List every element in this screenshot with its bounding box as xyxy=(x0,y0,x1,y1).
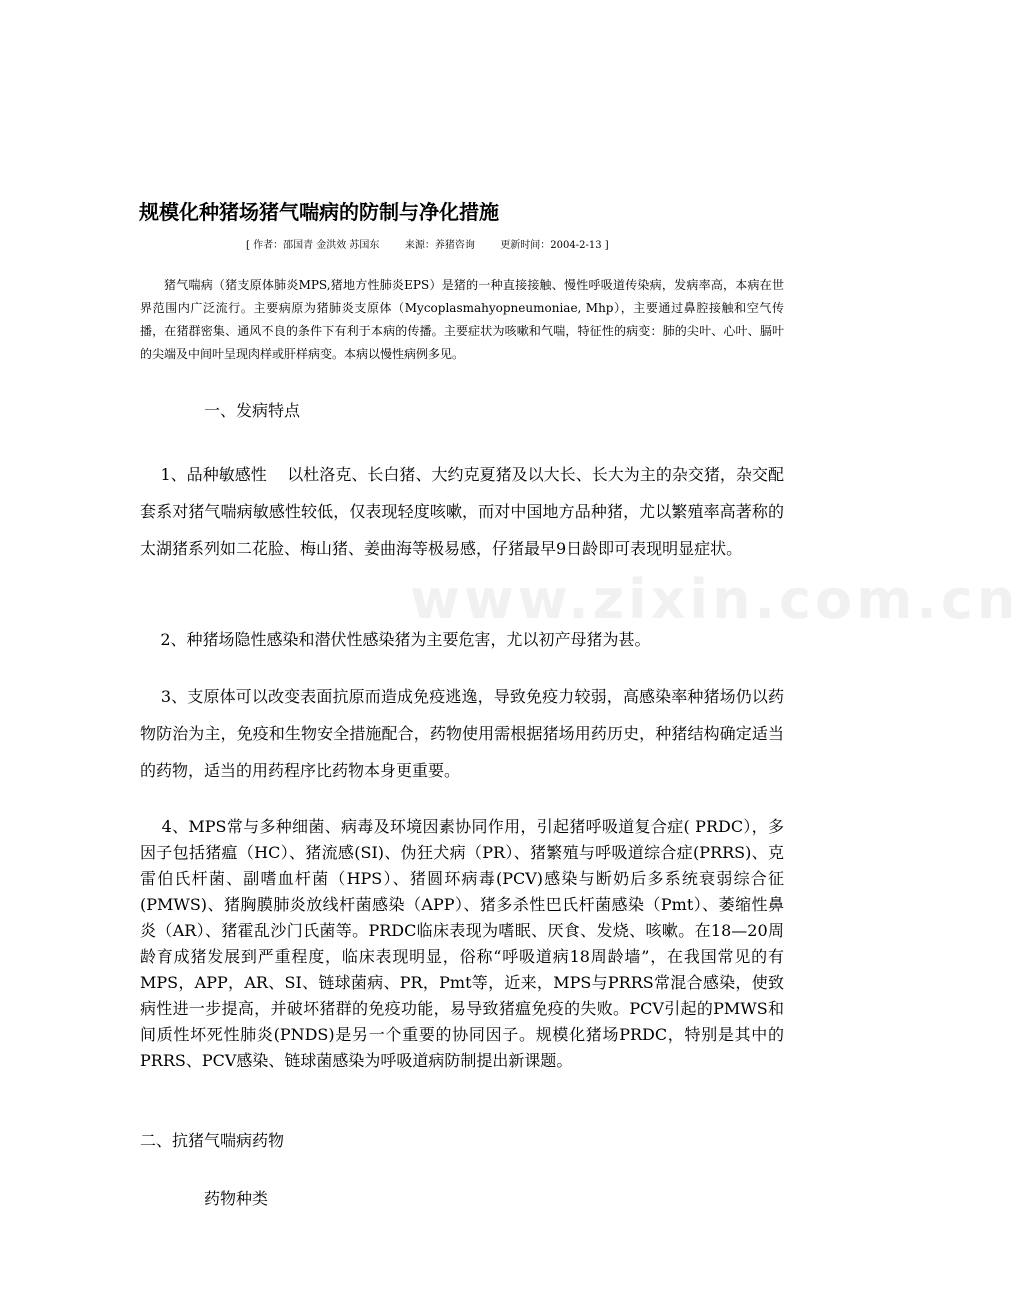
section-heading-1: 一、发病特点 xyxy=(204,401,301,420)
paragraph-2: 2、种猪场隐性感染和潜伏性感染猪为主要危害，尤以初产母猪为甚。 xyxy=(140,630,651,649)
article-meta: [ 作者：邵国青 金洪效 苏国东 来源：养猪咨询 更新时间：2004-2-13 ] xyxy=(246,240,609,251)
section-heading-2: 二、抗猪气喘病药物 xyxy=(140,1131,285,1150)
paragraph-4: 4、MPS常与多种细菌、病毒及环境因素协同作用，引起猪呼吸道复合症( PRDC），多因子包括猪瘟（HC）、猪流感(SI)、伪狂犬病（PR）、猪繁殖与呼吸道综合症(PRRS)、克雷伯氏杆菌、副嗜血杆菌（HPS）、猪圆环病毒(PCV)感染与断奶后多系统衰弱综合征(PMWS)、猪胸膜肺炎放线杆菌感染（APP）、猪多杀性巴氏杆菌感染（Pmt）、萎缩性鼻炎（AR）、猪霍乱沙门氏菌等。PRDC临床表现为嗜眠、厌食、发烧、咳嗽。在18—20周龄育成猪发展到严重程度，临床表现明显，俗称“呼吸道病18周龄墙”，在我国常见的有MPS，APP，AR、SI、链球菌病、PR，Pmt等，近来，MPS与PRRS常混合感染，使致病性进一步提高，并破坏猪群的免疫功能，易导致猪瘟免疫的失败。PCV引起的PMWS和间质性坏死性肺炎(PNDS)是另一个重要的协同因子。规模化猪场PRDC，特别是其中的PRRS、PCV感染、链球菌感染为呼吸道病防制提出新课题。 xyxy=(140,817,784,1070)
paragraph-3: 3、支原体可以改变表面抗原而造成免疫逃逸，导致免疫力较弱，高感染率种猪场仍以药物防治为主，免疫和生物安全措施配合，药物使用需根据猪场用药历史，种猪结构确定适当的药物，适当的用药程序比药物本身更重要。 xyxy=(140,687,785,780)
intro-paragraph: 猪气喘病（猪支原体肺炎MPS,猪地方性肺炎EPS）是猪的一种直接接触、慢性呼吸道传染病，发病率高，本病在世界范围内广泛流行。主要病原为猪肺炎支原体（Mycoplasmahyopneumoniae, Mhp），主要通过鼻腔接触和空气传播，在猪群密集、通风不良的条件下有利于本病的传播。主要症状为咳嗽和气喘，特征性的病变：肺的尖叶、心叶、膈叶的尖端及中间叶呈现肉样或肝样病变。本病以慢性病例多见。 xyxy=(140,278,784,361)
subsection-heading: 药物种类 xyxy=(204,1189,269,1208)
paragraph-1: 1、品种敏感性 以杜洛克、长白猪、大约克夏猪及以大长、长大为主的杂交猪，杂交配套系对猪气喘病敏感性较低，仅表现轻度咳嗽，而对中国地方品种猪，尤以繁殖率高著称的太湖猪系列如二花脸、梅山猪、姜曲海等极易感，仔猪最早9日龄即可表现明显症状。 xyxy=(140,465,785,558)
watermark: www.zixin.com.cn xyxy=(410,568,1019,631)
article-title: 规模化种猪场猪气喘病的防制与净化措施 xyxy=(139,200,499,224)
